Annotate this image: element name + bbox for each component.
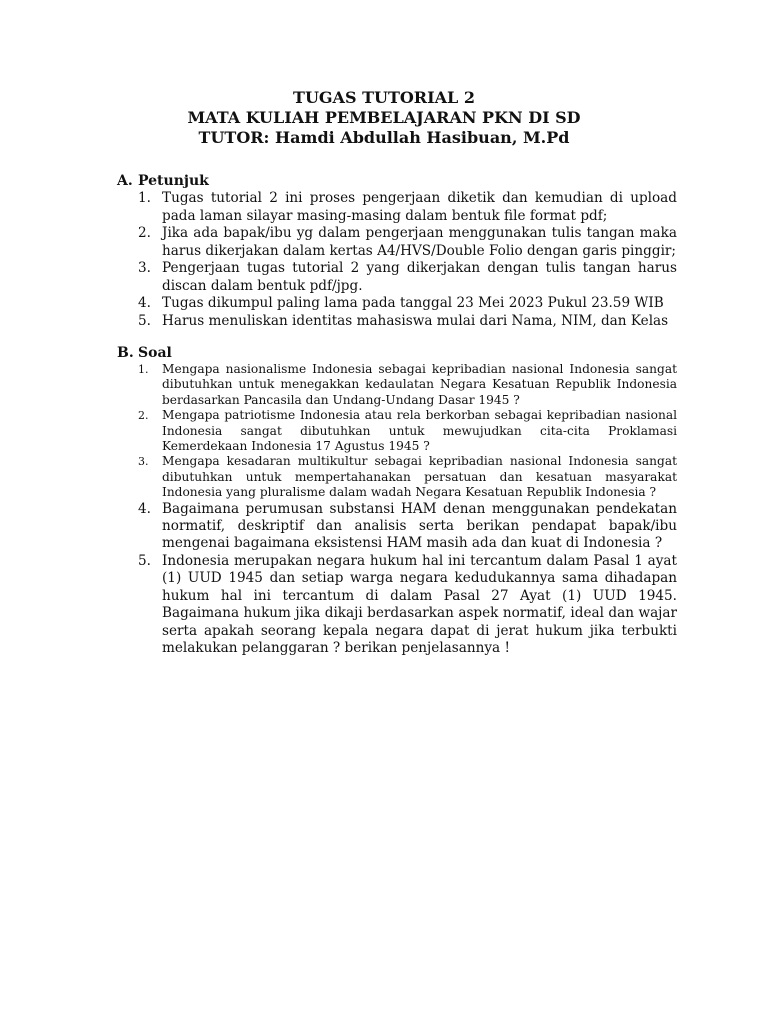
section-heading	[117, 172, 677, 190]
list-item	[117, 190, 677, 225]
item-number: 3.	[138, 260, 151, 276]
question-item	[117, 553, 677, 657]
item-number: 4.	[138, 500, 151, 517]
soal-list-small	[117, 362, 677, 501]
item-number: 2.	[138, 225, 151, 241]
item-text: Tugas dikumpul paling lama pada tanggal 23 Mei 2023 Pukul 23.59 WIB	[162, 295, 664, 311]
item-number: 2.	[138, 409, 149, 423]
soal-list-large	[117, 501, 677, 658]
question-item	[117, 408, 677, 454]
question-item	[117, 362, 677, 408]
list-item	[117, 260, 677, 295]
section-letter: A.	[117, 173, 133, 189]
section-petunjuk	[117, 172, 677, 330]
question-item	[117, 454, 677, 500]
item-text: Jika ada bapak/ibu yg dalam pengerjaan menggunakan tulis tangan maka harus dikerjakan dalam kertas A4/HVS/Double Folio dengan garis pinggir;	[162, 225, 677, 259]
section-title: Soal	[138, 345, 172, 361]
item-text: Bagaimana perumusan substansi HAM denan menggunakan pendekatan normatif, deskriptif dan analisis serta berikan pendapat bapak/ibu mengenai bagaimana eksistensi HAM masih ada dan kuat di Indonesia ?	[162, 500, 677, 552]
question-item	[117, 501, 677, 553]
petunjuk-list	[117, 190, 677, 330]
item-number: 3.	[138, 455, 149, 469]
item-number: 5.	[138, 312, 151, 329]
section-soal	[117, 344, 677, 657]
item-number: 4.	[138, 295, 151, 311]
section-title: Petunjuk	[138, 173, 209, 189]
item-text: Harus menuliskan identitas mahasiswa mulai dari Nama, NIM, dan Kelas	[162, 312, 669, 329]
item-number: 1.	[138, 190, 151, 206]
list-item	[117, 225, 677, 260]
item-text: Mengapa nasionalisme Indonesia sebagai kepribadian nasional Indonesia sangat dibutuhkan untuk menegakkan kedaulatan Negara Kesatuan Republik Indonesia berdasarkan Pancasila dan Undang-Undang Dasar 1945 ?	[162, 362, 677, 407]
item-number: 1.	[138, 363, 149, 376]
item-text: Pengerjaan tugas tutorial 2 yang dikerjakan dengan tulis tangan harus discan dalam bentuk pdf/jpg.	[162, 260, 677, 294]
item-text: Mengapa kesadaran multikultur sebagai kepribadian nasional Indonesia sangat dibutuhkan untuk mempertahanakan persatuan dan kesatuan masyarakat Indonesia yang pluralisme dalam wadah Negara Kesatuan Republik Indonesia ?	[162, 454, 677, 500]
item-text: Mengapa patriotisme Indonesia atau rela berkorban sebagai kepribadian nasional Indonesia sangat dibutuhkan untuk mewujudkan cita-cita Proklamasi Kemerdekaan Indonesia 17 Agustus 1945 ?	[162, 408, 677, 454]
item-text: Indonesia merupakan negara hukum hal ini tercantum dalam Pasal 1 ayat (1) UUD 1945 dan setiap warga negara kedudukannya sama dihadapan hukum hal ini tercantum di dalam Pasal 27 Ayat (1) UUD 1945. Bagaimana hukum jika dikaji berdasarkan aspek normatif, ideal dan wajar serta apakah seorang kepala negara dapat di jerat hukum jika terbukti melakukan pelanggaran ? berikan penjelasannya !	[162, 552, 677, 656]
section-letter: B.	[117, 345, 134, 361]
document-header	[0, 88, 768, 148]
list-item	[117, 313, 677, 331]
header-title: TUGAS TUTORIAL 2	[293, 88, 475, 107]
item-text: Tugas tutorial 2 ini proses pengerjaan diketik dan kemudian di upload pada laman silayar masing-masing dalam bentuk file format pdf;	[162, 190, 677, 224]
header-course: MATA KULIAH PEMBELAJARAN PKN DI SD	[187, 108, 581, 127]
list-item	[117, 295, 677, 313]
header-tutor: TUTOR: Hamdi Abdullah Hasibuan, M.Pd	[198, 128, 570, 147]
item-number: 5.	[138, 552, 151, 569]
section-heading	[117, 344, 677, 362]
